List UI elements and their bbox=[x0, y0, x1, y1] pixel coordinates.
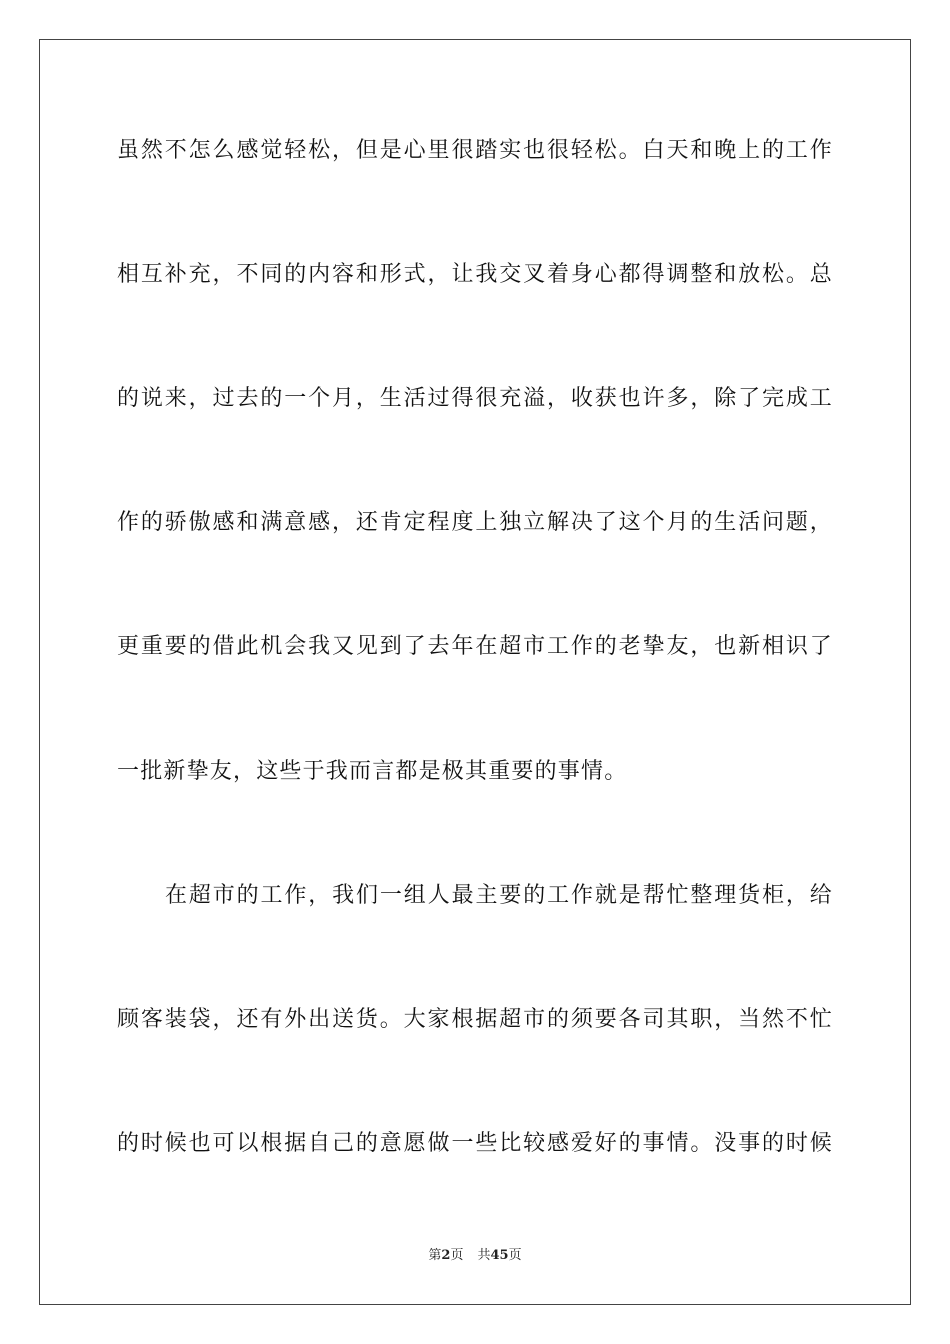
text-line-6: 一批新挚友，这些于我而言都是极其重要的事情。 bbox=[117, 759, 628, 784]
page-number: 2 bbox=[441, 1248, 451, 1263]
text-line-4: 作的骄傲感和满意感，还肯定程度上独立解决了这个月的生活问题， bbox=[117, 510, 833, 535]
page-footer bbox=[0, 1246, 950, 1266]
page-border bbox=[39, 39, 911, 1305]
text-line-5: 更重要的借此机会我又见到了去年在超市工作的老挚友，也新相识了 bbox=[117, 634, 833, 659]
text-line-1: 虽然不怎么感觉轻松，但是心里很踏实也很轻松。白天和晚上的工作 bbox=[117, 138, 833, 163]
total-pages: 45 bbox=[490, 1248, 509, 1263]
paragraph-2-line-1: 在超市的工作，我们一组人最主要的工作就是帮忙整理货柜，给 bbox=[165, 883, 833, 908]
text-line-2: 相互补充，不同的内容和形式，让我交叉着身心都得调整和放松。总 bbox=[117, 262, 833, 287]
total-prefix: 共 bbox=[477, 1248, 491, 1263]
paragraph-2-line-3: 的时候也可以根据自己的意愿做一些比较感爱好的事情。没事的时候 bbox=[117, 1131, 833, 1156]
page-prefix: 第 bbox=[428, 1248, 442, 1263]
paragraph-2-line-2: 顾客装袋，还有外出送货。大家根据超市的须要各司其职，当然不忙 bbox=[117, 1007, 833, 1032]
page-suffix: 页 bbox=[450, 1248, 464, 1263]
text-line-3: 的说来，过去的一个月，生活过得很充溢，收获也许多，除了完成工 bbox=[117, 386, 833, 411]
total-suffix: 页 bbox=[508, 1248, 522, 1263]
